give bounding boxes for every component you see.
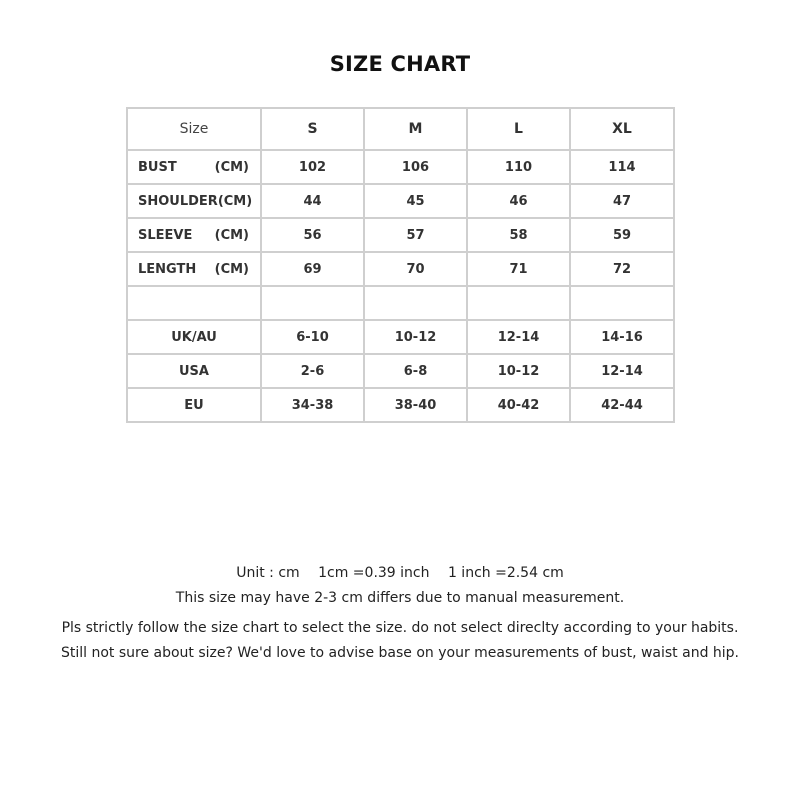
table-cell: 6-8 (364, 354, 467, 388)
header-cell-m: M (364, 108, 467, 150)
table-cell: 56 (261, 218, 364, 252)
table-cell: 44 (261, 184, 364, 218)
cm-to-inch-note: 1cm =0.39 inch (318, 565, 430, 581)
row-label-bust (127, 150, 261, 184)
row-label-length (127, 252, 261, 286)
table-cell: 57 (364, 218, 467, 252)
inch-to-cm-note: 1 inch =2.54 cm (447, 565, 564, 581)
size-help-note: Still not sure about size? We'd love to advise base on your measurements of bust, waist and hip. (60, 645, 740, 661)
header-cell-s: S (261, 108, 364, 150)
measurement-name: LENGTH (138, 261, 197, 277)
table-cell: 58 (467, 218, 570, 252)
table-cell: 114 (570, 150, 674, 184)
table-cell: 47 (570, 184, 674, 218)
measurement-unit: (CM) (214, 227, 249, 243)
row-label-shoulder (127, 184, 261, 218)
table-row-shoulder (127, 184, 674, 218)
table-cell: 10-12 (364, 320, 467, 354)
row-label-eu: EU (127, 388, 261, 422)
measurement-name: SHOULDER (138, 193, 218, 209)
table-cell: 40-42 (467, 388, 570, 422)
table-cell-empty (261, 286, 364, 320)
table-cell: 10-12 (467, 354, 570, 388)
table-cell: 12-14 (570, 354, 674, 388)
size-chart-table (126, 107, 675, 423)
table-cell: 14-16 (570, 320, 674, 354)
table-row-sleeve (127, 218, 674, 252)
table-header-row (127, 108, 674, 150)
measurement-unit: (CM) (214, 261, 249, 277)
table-row-empty (127, 286, 674, 320)
size-selection-advice: Pls strictly follow the size chart to select the size. do not select direclty according to your habits. (61, 620, 739, 636)
table-cell-empty (364, 286, 467, 320)
measurement-name: BUST (138, 159, 177, 175)
table-row-length (127, 252, 674, 286)
table-cell: 6-10 (261, 320, 364, 354)
table-cell-empty (570, 286, 674, 320)
table-row-bust (127, 150, 674, 184)
table-cell: 69 (261, 252, 364, 286)
unit-conversion-note (0, 565, 800, 581)
table-cell: 2-6 (261, 354, 364, 388)
header-cell-xl: XL (570, 108, 674, 150)
measurement-unit: (CM) (217, 193, 253, 209)
table-cell: 38-40 (364, 388, 467, 422)
table-cell-empty (127, 286, 261, 320)
measurement-unit: (CM) (214, 159, 249, 175)
unit-note: Unit : cm (236, 565, 300, 581)
row-label-sleeve (127, 218, 261, 252)
measurement-disclaimer: This size may have 2-3 cm differs due to manual measurement. (175, 590, 625, 606)
table-cell: 46 (467, 184, 570, 218)
row-label-uk-au: UK/AU (127, 320, 261, 354)
table-cell: 71 (467, 252, 570, 286)
row-label-usa: USA (127, 354, 261, 388)
table-cell-empty (467, 286, 570, 320)
table-cell: 12-14 (467, 320, 570, 354)
table-cell: 70 (364, 252, 467, 286)
header-cell-l: L (467, 108, 570, 150)
page-title: SIZE CHART (329, 52, 471, 76)
table-cell: 106 (364, 150, 467, 184)
table-row-uk-au (127, 320, 674, 354)
table-cell: 42-44 (570, 388, 674, 422)
table-cell: 59 (570, 218, 674, 252)
measurement-name: SLEEVE (138, 227, 193, 243)
table-cell: 72 (570, 252, 674, 286)
table-cell: 34-38 (261, 388, 364, 422)
header-cell-size: Size (127, 108, 261, 150)
table-cell: 45 (364, 184, 467, 218)
table-row-usa (127, 354, 674, 388)
table-cell: 110 (467, 150, 570, 184)
table-cell: 102 (261, 150, 364, 184)
table-row-eu (127, 388, 674, 422)
